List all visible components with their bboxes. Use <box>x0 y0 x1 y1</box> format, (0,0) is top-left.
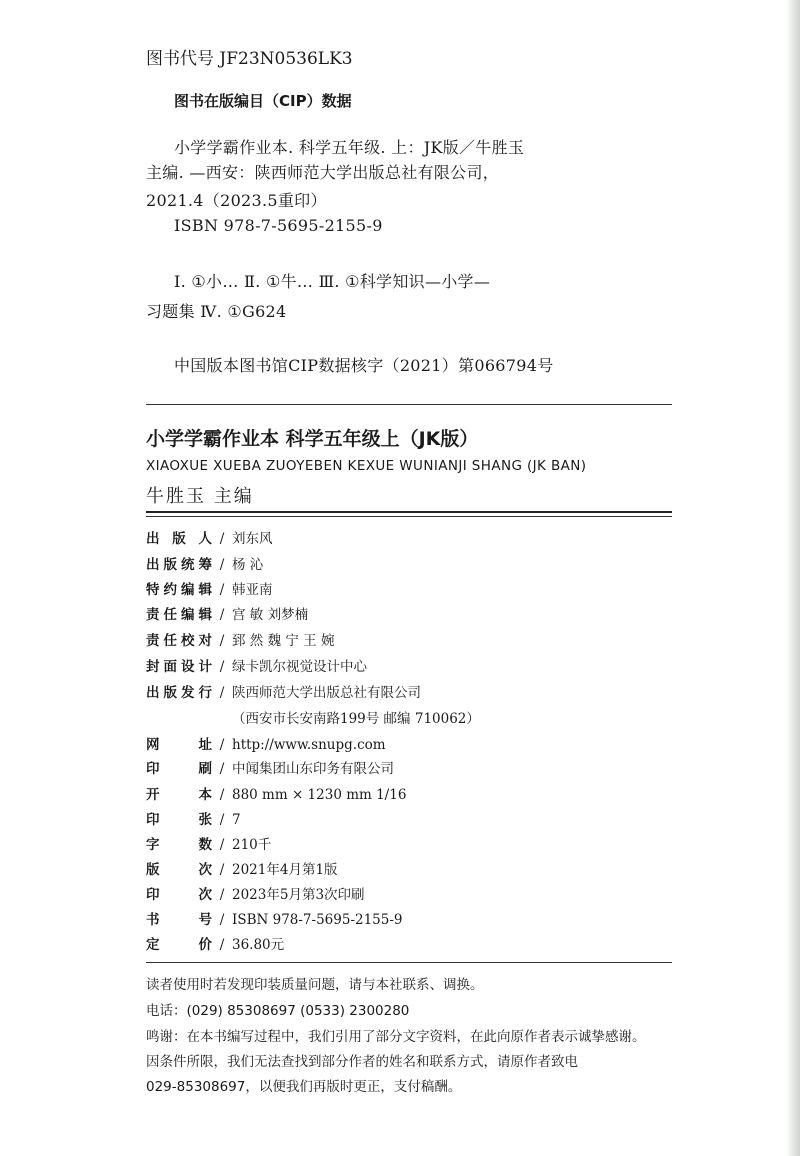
info-row <box>146 833 271 853</box>
info-label: 印次 <box>146 887 212 903</box>
cip-line: Ⅰ. ①小… Ⅱ. ①牛… Ⅲ. ①科学知识—小学— <box>174 272 491 291</box>
info-row <box>146 733 386 753</box>
info-value: 宫 敏 刘梦楠 <box>232 607 309 623</box>
info-slash: / <box>219 737 225 753</box>
info-value: 36.80元 <box>232 937 285 953</box>
info-row <box>146 655 367 675</box>
info-label: 出版发行 <box>146 685 212 701</box>
info-label: 开本 <box>146 787 212 803</box>
divider-rule <box>146 516 672 517</box>
info-row <box>146 908 403 928</box>
info-label: 字数 <box>146 837 212 853</box>
info-slash: / <box>219 937 225 953</box>
info-value: 陕西师范大学出版总社有限公司 <box>232 685 421 701</box>
info-label: 印张 <box>146 812 212 828</box>
info-row <box>146 527 273 547</box>
book-title: 小学学霸作业本 科学五年级上（JK版） <box>146 428 479 450</box>
info-value: 2023年5月第3次印刷 <box>232 887 365 903</box>
quality-note: 读者使用时若发现印装质量问题，请与本社联系、调换。 <box>146 977 484 993</box>
info-row <box>146 783 406 803</box>
chief-editor: 牛胜玉 主编 <box>146 486 254 507</box>
info-label: 出版人 <box>146 531 212 547</box>
info-slash: / <box>219 685 225 701</box>
info-slash: / <box>219 531 225 547</box>
info-value: http://www.snupg.com <box>232 737 386 753</box>
info-slash: / <box>219 582 225 598</box>
acknowledgement-line: 鸣谢：在本书编写过程中，我们引用了部分文字资料，在此向原作者表示诚挚感谢。 <box>146 1029 646 1045</box>
info-value: 刘东风 <box>232 531 273 547</box>
info-label: 责任校对 <box>146 633 212 649</box>
divider-rule <box>146 404 672 405</box>
info-value: 7 <box>232 812 241 828</box>
divider-rule <box>146 962 672 963</box>
cip-line: 小学学霸作业本. 科学五年级. 上：JK版／牛胜玉 <box>174 138 525 157</box>
info-value: 2021年4月第1版 <box>232 862 338 878</box>
book-code: 图书代号 JF23N0536LK3 <box>146 49 353 69</box>
info-row <box>146 603 308 623</box>
info-row <box>146 933 284 953</box>
info-value: 韩亚南 <box>232 582 273 598</box>
publisher-address: （西安市长安南路199号 邮编 710062） <box>232 711 480 727</box>
page-edge-shadow <box>786 0 800 1156</box>
info-value: 880 mm × 1230 mm 1/16 <box>232 787 407 803</box>
cip-line: 习题集 Ⅳ. ①G624 <box>146 302 287 321</box>
info-label: 版次 <box>146 862 212 878</box>
info-slash: / <box>219 862 225 878</box>
info-row <box>146 681 421 701</box>
info-row <box>146 578 273 598</box>
info-row <box>146 629 334 649</box>
info-label: 书号 <box>146 912 212 928</box>
cip-isbn: ISBN 978-7-5695-2155-9 <box>174 216 383 235</box>
info-row <box>146 883 365 903</box>
info-label: 网址 <box>146 737 212 753</box>
info-value: 中闻集团山东印务有限公司 <box>232 761 394 777</box>
cip-registration: 中国版本图书馆CIP数据核字（2021）第066794号 <box>174 356 554 375</box>
info-label: 封面设计 <box>146 659 212 675</box>
cip-heading: 图书在版编目（CIP）数据 <box>174 92 352 110</box>
info-slash: / <box>219 607 225 623</box>
info-slash: / <box>219 633 225 649</box>
info-label: 出版统筹 <box>146 557 212 573</box>
info-slash: / <box>219 887 225 903</box>
acknowledgement-line: 因条件所限，我们无法查找到部分作者的姓名和联系方式，请原作者致电 <box>146 1054 578 1070</box>
info-row <box>146 757 394 777</box>
info-slash: / <box>219 761 225 777</box>
acknowledgement-line: 029-85308697，以便我们再版时更正，支付稿酬。 <box>146 1079 462 1095</box>
info-slash: / <box>219 787 225 803</box>
info-slash: / <box>219 557 225 573</box>
info-label: 责任编辑 <box>146 607 212 623</box>
info-value: 杨 沁 <box>232 557 264 573</box>
book-title-pinyin: XIAOXUE XUEBA ZUOYEBEN KEXUE WUNIANJI SHANG (JK BAN) <box>146 458 587 474</box>
info-label: 定价 <box>146 937 212 953</box>
cip-line: 主编. —西安：陕西师范大学出版总社有限公司， <box>146 163 500 182</box>
info-value: ISBN 978-7-5695-2155-9 <box>232 912 403 928</box>
cip-line: 2021.4（2023.5重印） <box>146 191 327 210</box>
info-row <box>146 808 241 828</box>
info-row <box>146 553 263 573</box>
info-slash: / <box>219 837 225 853</box>
info-slash: / <box>219 659 225 675</box>
info-slash: / <box>219 812 225 828</box>
info-row <box>146 858 338 878</box>
phone-numbers: 电话：(029) 85308697 (0533) 2300280 <box>146 1003 410 1019</box>
info-value: 210千 <box>232 837 272 853</box>
info-value: 郅 然 魏 宁 王 婉 <box>232 633 335 649</box>
info-slash: / <box>219 912 225 928</box>
info-value: 绿卡凯尔视觉设计中心 <box>232 659 367 675</box>
info-label: 印刷 <box>146 761 212 777</box>
info-label: 特约编辑 <box>146 582 212 598</box>
divider-rule <box>146 511 672 513</box>
